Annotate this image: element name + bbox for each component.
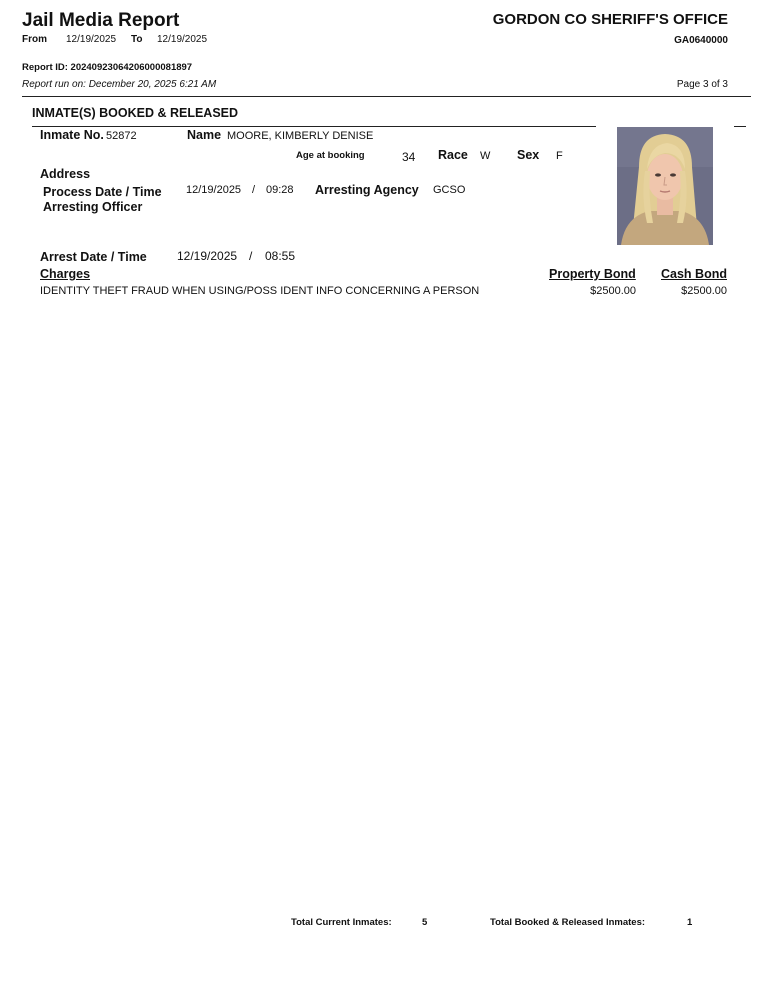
from-date: 12/19/2025 (66, 34, 117, 45)
race-label: Race (438, 148, 468, 162)
report-id: Report ID: 20240923064206000081897 (22, 62, 193, 73)
report-run: Report run on: December 20, 2025 6:21 AM (22, 79, 217, 90)
arrest-date: 12/19/2025 (177, 249, 238, 263)
inmate-number-label: Inmate No. (40, 128, 104, 142)
process-date: 12/19/2025 (186, 184, 242, 196)
arresting-agency-label: Arresting Agency (315, 183, 419, 197)
from-label: From (22, 34, 47, 45)
charge-description: IDENTITY THEFT FRAUD WHEN USING/POSS IDENT INFO CONCERNING A PERSON (40, 285, 480, 297)
arrest-date-label: Arrest Date / Time (40, 250, 147, 264)
age-label: Age at booking (296, 150, 365, 161)
page-number: Page 3 of 3 (676, 79, 728, 90)
agency-name: GORDON CO SHERIFF'S OFFICE (492, 11, 728, 28)
process-date-label: Process Date / Time (43, 185, 162, 199)
total-current-value: 5 (422, 917, 428, 928)
report-title: Jail Media Report (22, 10, 180, 31)
arresting-agency: GCSO (433, 184, 466, 196)
process-separator: / (252, 184, 256, 196)
section-title: INMATE(S) BOOKED & RELEASED (32, 106, 239, 120)
inmate-number: 52872 (106, 130, 137, 142)
charges-label: Charges (40, 267, 91, 281)
header-divider (22, 96, 751, 97)
sex-value: F (556, 150, 563, 162)
race-value: W (480, 150, 491, 162)
property-bond-label: Property Bond (549, 267, 636, 281)
total-released-label: Total Booked & Released Inmates: (490, 917, 646, 928)
total-released-value: 1 (687, 917, 693, 928)
process-time: 09:28 (266, 184, 294, 196)
to-label: To (131, 34, 143, 45)
section-divider-tail (734, 126, 746, 127)
total-current-label: Total Current Inmates: (291, 917, 392, 928)
to-date: 12/19/2025 (157, 34, 208, 45)
address-label: Address (40, 167, 91, 181)
arrest-separator: / (249, 249, 253, 263)
charge-property-bond: $2500.00 (590, 285, 636, 297)
arresting-officer-label: Arresting Officer (43, 200, 143, 214)
age-value: 34 (402, 150, 416, 164)
arrest-time: 08:55 (265, 249, 296, 263)
section-divider (32, 126, 596, 127)
sex-label: Sex (517, 148, 540, 162)
charge-cash-bond: $2500.00 (681, 285, 727, 297)
name-label: Name (187, 128, 222, 142)
cash-bond-label: Cash Bond (661, 267, 727, 281)
inmate-name: MOORE, KIMBERLY DENISE (227, 130, 374, 142)
booking-photo (617, 127, 713, 245)
agency-id: GA0640000 (674, 35, 728, 46)
